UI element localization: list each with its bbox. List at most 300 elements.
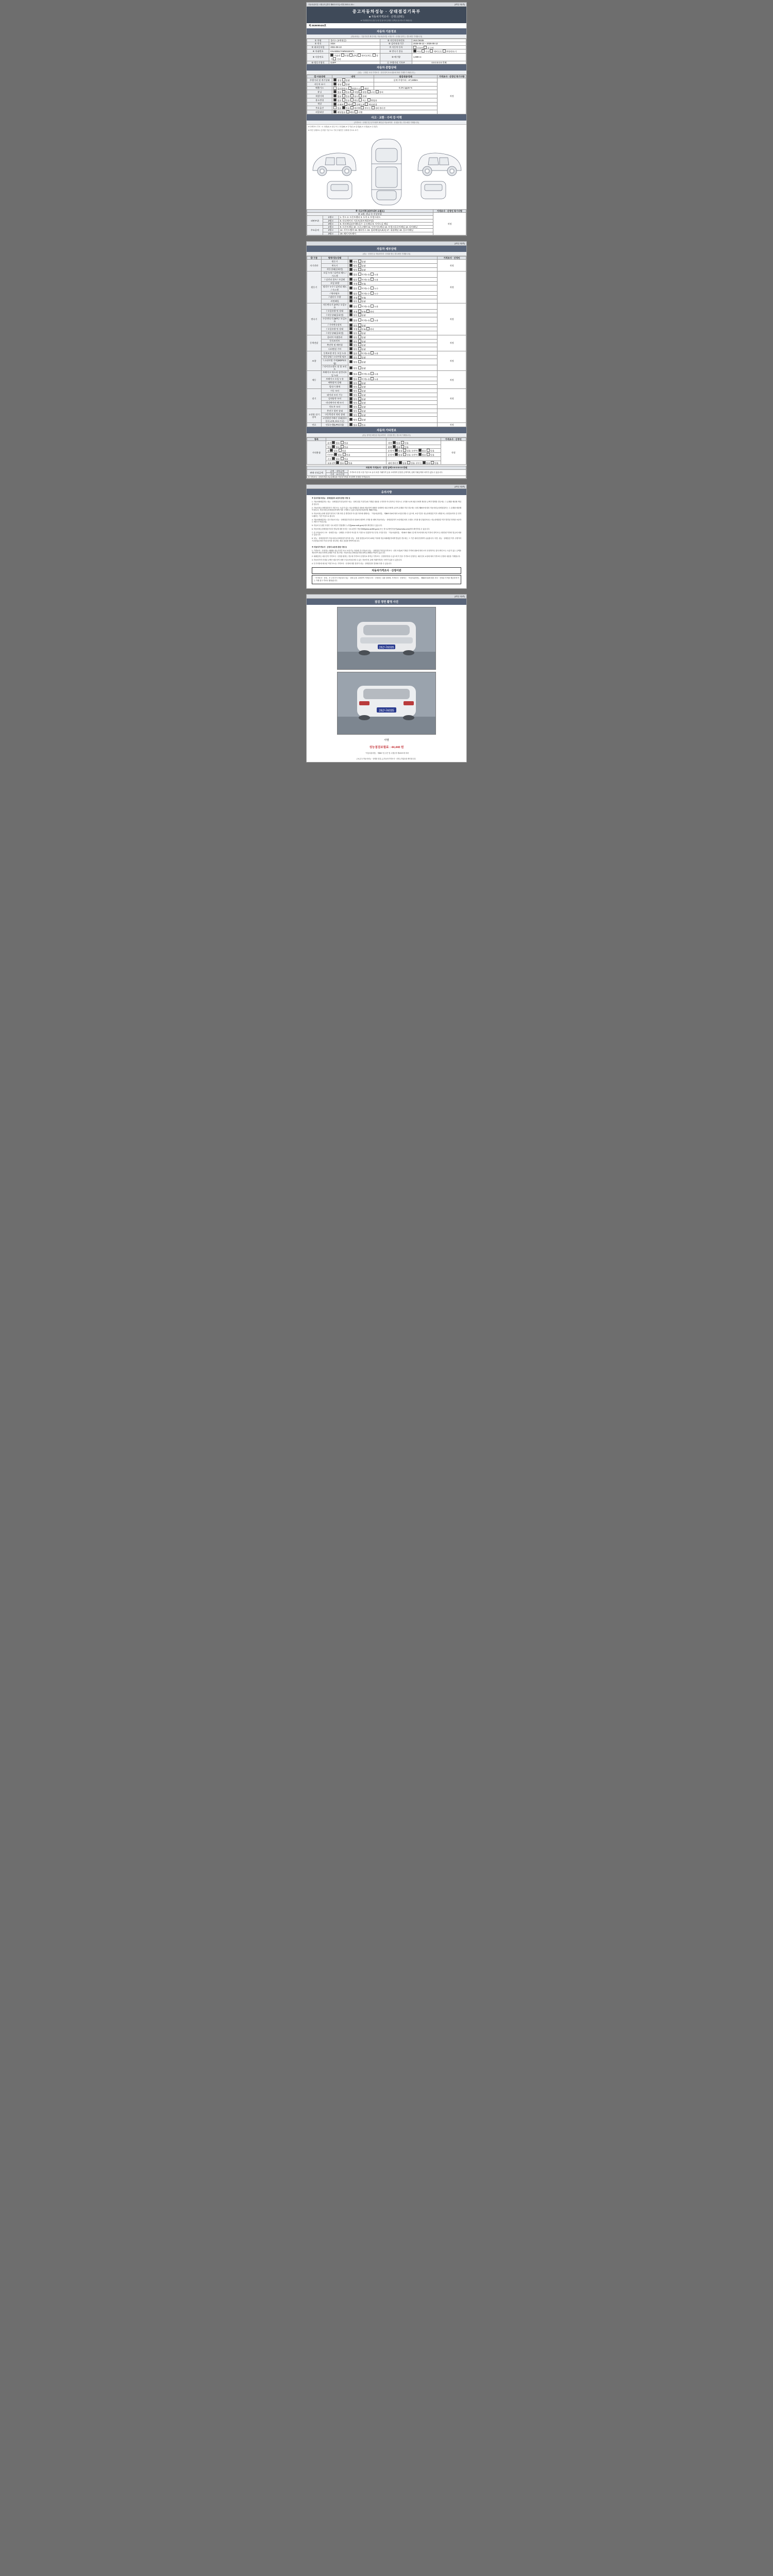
detail-item-label: / 워터펌프	[321, 291, 348, 295]
checkbox-usechange-biz[interactable]	[367, 98, 371, 101]
table-row	[307, 335, 466, 339]
checkbox-color-changed[interactable]	[365, 103, 368, 106]
checkbox-불량[interactable]	[358, 413, 361, 416]
detail-item-label: / 실린더 블록 / 오일팬	[321, 277, 348, 281]
checkbox-fuel-lpg[interactable]	[349, 54, 352, 57]
notice-item: 3. 자동차가격 산정된 금액은 매수인이 차량 구입시에 참고할 수 있는 자료이며, 실제 거래가격과는 차이가 있을 수 있습니다.	[312, 558, 402, 561]
accident-note-1: ※ 상태표시 부호 : ① 교환(X) ② 판금 또는 용접(W) ③ 부식(C) ④ 흠집(A) ⑤ 요철(U) ⑥ 손상(T)	[308, 125, 378, 128]
checkbox-양호[interactable]	[349, 393, 352, 396]
accident-frame-rank1-label: 1랭크	[323, 226, 339, 229]
checkbox-불량[interactable]	[358, 409, 361, 412]
checkbox-적정[interactable]	[349, 310, 352, 313]
checkbox-usechange-yes[interactable]	[342, 98, 345, 101]
other-cell-a: 타이어 없음 있음	[326, 453, 386, 457]
detail-item-label: 브레이크 마스터 실린더오일 누유	[321, 371, 348, 377]
checkbox-불량[interactable]	[358, 268, 361, 271]
basic-value-engine: G4FP	[329, 61, 380, 64]
checkbox-없음[interactable]	[395, 453, 398, 456]
other-col-3: 가격조사 · 산정인	[441, 437, 466, 440]
checkbox-양호[interactable]	[349, 385, 352, 388]
basic-value-year: 2024	[329, 42, 380, 45]
overall-row-check-7: 없음 있음 에어백 썬루프 내비게이션	[332, 106, 438, 110]
sheet3-page-indicator: (3쪽중 제3쪽)	[454, 486, 465, 488]
other-cell-a: 보유내역 없음 있음	[326, 461, 386, 465]
checkbox-있음[interactable]	[403, 453, 406, 456]
checkbox-없음[interactable]	[349, 372, 352, 375]
detail-item-label: 클러치 어셈블리	[321, 335, 348, 339]
checkbox-fuel-etc[interactable]	[333, 57, 336, 60]
detail-group-remark: 적정	[438, 303, 466, 335]
checkbox-color-full[interactable]	[352, 103, 356, 106]
detail-item-options: 적정 부족	[348, 281, 438, 285]
section-sub-accident: (가격조사 · 산정인 및 특기사항이 확인된 자동차이력 · 산정을 받는 경우에만 기재합니다)	[307, 121, 466, 125]
detail-item-label: / 기어변속장치	[321, 323, 348, 327]
checkbox-없음[interactable]	[418, 453, 422, 456]
checkbox-있음[interactable]	[431, 461, 434, 464]
basic-value-displacement: 1,598 cc	[412, 54, 466, 61]
checkbox-있음[interactable]	[341, 457, 344, 460]
overall-col-0: ⑫ 사용상태	[307, 75, 332, 78]
detail-col-0: ⑬ 구분	[307, 256, 322, 259]
checkbox-불량[interactable]	[358, 324, 361, 327]
checkbox-reg-new[interactable]	[413, 46, 416, 49]
basic-label-vin: ④ 차대번호	[307, 49, 329, 54]
detail-item-options: 양호 불량	[348, 385, 438, 389]
checkbox-양호[interactable]	[349, 401, 352, 404]
checkbox-불량[interactable]	[358, 313, 361, 316]
detail-item-options: 양호 불량	[348, 347, 438, 351]
checkbox-불량[interactable]	[358, 385, 361, 388]
accident-legend-title: ※ 사고이력 (외부/내부 요철도)	[307, 209, 433, 212]
detail-item-options: 양호 불량	[348, 409, 438, 413]
checkbox-trans-semi[interactable]	[430, 49, 433, 53]
checkbox-tuning-none[interactable]	[333, 90, 337, 93]
detail-item-label: 고전원전기배선 상태(접속단자,피복,보호기구)	[321, 417, 348, 423]
checkbox-미세누유[interactable]	[358, 377, 361, 380]
checkbox-양호[interactable]	[349, 299, 352, 302]
detail-item-options: 양호 불량	[348, 405, 438, 409]
checkbox-fuel-ev[interactable]	[373, 54, 376, 57]
checkbox-양호[interactable]	[349, 324, 352, 327]
checkbox-불량[interactable]	[358, 355, 361, 359]
basic-value-inspection: 2025-06-13 ~ 2026-06-12	[412, 42, 466, 45]
checkbox-special-none[interactable]	[333, 94, 337, 97]
checkbox-있음[interactable]	[401, 441, 404, 444]
checkbox-option-yes[interactable]	[342, 106, 345, 109]
checkbox-있음[interactable]	[339, 449, 342, 452]
checkbox-있음[interactable]	[358, 423, 361, 426]
basic-label-plate: ⑤ 자동차등록번호	[380, 39, 412, 42]
detail-item-label: / 작동상태(공회전)	[321, 331, 348, 335]
checkbox-양호[interactable]	[349, 389, 352, 392]
price-note: ※ 가격조사 · 산정자격을 보유업체일을 자동차가격을 조사하여 산정한 가격입니다.	[307, 476, 466, 479]
accident-frame-rank2: 14. 사이드멤버 15. 휠하우스 16. 필러패널(A,B,C) 17. 대쉬패널 18. 플로어패널	[339, 229, 433, 232]
detail-item-options: 양호 불량	[348, 393, 438, 397]
checkbox-recall-yes[interactable]	[346, 110, 349, 113]
notice-item: 4. 자동차매매업자는 중고자동차 성능 · 상태점검기록부의 내용에 대하여 고객을 볼 때에 자동차성능 · 상태점검자가 보증범위 외의 고장을 고지를 합니다(단서로는 성능상태점검 이후 발견된 하자를 보증하는 제도가 아닙니다).	[312, 518, 461, 523]
overall-row-label-4: 특별이력	[307, 94, 332, 98]
checkbox-fuel-hybrid[interactable]	[358, 54, 361, 57]
detail-item-label: 브레이크 오일 누유	[321, 377, 348, 381]
checkbox-누유[interactable]	[371, 273, 374, 276]
price-title-text: 자동차 가격조사 · 산정 금액	[365, 466, 392, 469]
basic-label-transmission: ⑧ 변속기 종류	[380, 49, 412, 54]
checkbox-tuning-legal[interactable]	[350, 90, 354, 93]
detail-item-label: 연료누출(LPG포함)	[321, 422, 348, 427]
checkbox-usechange-lease[interactable]	[359, 98, 362, 101]
overall-row-label-2: 배출가스	[307, 86, 332, 90]
checkbox-option-none[interactable]	[333, 106, 337, 109]
detail-item-label: 커먼레일	[321, 299, 348, 303]
detail-item-options: 없음 미세누수 누수	[348, 291, 438, 295]
checkbox-미세누수[interactable]	[358, 292, 361, 295]
checkbox-recall-na[interactable]	[333, 110, 337, 113]
checkbox-불량[interactable]	[358, 389, 361, 392]
detail-item-options: 적정 부족 과다	[348, 327, 438, 331]
checkbox-불량[interactable]	[358, 299, 361, 302]
checkbox-불량[interactable]	[358, 260, 361, 263]
document-title-block	[307, 7, 466, 23]
checkbox-vin-bad[interactable]	[342, 82, 345, 86]
checkbox-불량[interactable]	[358, 418, 361, 421]
checkbox-불량[interactable]	[358, 360, 361, 363]
checkbox-usechange-none[interactable]	[333, 98, 337, 101]
checkbox-누수[interactable]	[371, 286, 374, 290]
detail-group-1: 원동기	[307, 272, 322, 303]
overall-row-label-0: 주행거리 및 계기상태	[307, 78, 332, 82]
checkbox-trans-auto[interactable]	[413, 49, 416, 53]
other-remark: 적정	[441, 440, 466, 465]
checkbox-양호[interactable]	[349, 397, 352, 400]
checkbox-누유[interactable]	[371, 278, 374, 281]
checkbox-누수[interactable]	[371, 292, 374, 295]
detail-item-options: 없음 미세누유 누유	[348, 277, 438, 281]
checkbox-과다[interactable]	[366, 310, 369, 313]
other-group-label: 사내용품	[307, 440, 326, 465]
checkbox-불량[interactable]	[358, 347, 361, 350]
notice-item: 1. 자동차매매업자는 성능 · 상태점검기록부(이하 '성능 · 상태 점검 기록부')에 기재된 내용을 고지하지 아니하거나 거짓으로 고지할으로써 매수인에게 재산상 금액가 발생한 경우에는 그 손해를 배상할 책임을 집니다.	[312, 501, 461, 505]
checkbox-없음[interactable]	[393, 445, 396, 448]
detail-item-options: 양호 불량	[348, 397, 438, 401]
checkbox-없음[interactable]	[332, 441, 335, 444]
detail-item-label: 디퍼렌셜 기어	[321, 347, 348, 351]
overall-row-label-1: 자동차 표시	[307, 82, 332, 86]
checkbox-fuel-gasoline[interactable]	[330, 54, 333, 57]
checkbox-special-fire[interactable]	[359, 94, 362, 97]
other-table-body	[307, 440, 466, 465]
section-title-basic: 자동차 기본정보	[307, 28, 466, 35]
accident-frame-rank3: 19. 패키지트레이	[339, 232, 433, 235]
checkbox-있음[interactable]	[345, 461, 348, 464]
checkbox-없음[interactable]	[349, 304, 352, 308]
checkbox-불량[interactable]	[358, 366, 361, 369]
accident-frame-label: 주요골격	[307, 226, 323, 235]
checkbox-trans-manual[interactable]	[422, 49, 425, 53]
checkbox-미세누유[interactable]	[358, 318, 361, 321]
checkbox-미세누유[interactable]	[358, 273, 361, 276]
detail-col-1: 항목/성능상태	[321, 256, 348, 259]
checkbox-있음[interactable]	[401, 445, 404, 448]
checkbox-없음[interactable]	[332, 457, 335, 460]
checkbox-있음[interactable]	[403, 449, 406, 452]
checkbox-없음[interactable]	[399, 461, 402, 464]
detail-item-options: 양호 불량	[348, 331, 438, 335]
checkbox-없음[interactable]	[423, 461, 426, 464]
detail-item-options: 양호 불량	[348, 343, 438, 347]
price-row-label-1: 판매·산정금액	[307, 469, 326, 476]
checkbox-recall-done[interactable]	[355, 110, 358, 113]
checkbox-누유[interactable]	[371, 351, 374, 354]
checkbox-누유[interactable]	[371, 372, 374, 375]
checkbox-있음[interactable]	[341, 445, 344, 448]
checkbox-special-yes[interactable]	[342, 94, 345, 97]
checkbox-양호[interactable]	[349, 260, 352, 263]
checkbox-없음[interactable]	[349, 292, 352, 295]
accident-frame-rank2-label: 2랭크	[323, 229, 339, 232]
checkbox-양호[interactable]	[349, 268, 352, 271]
detail-group-6: 전기	[307, 389, 322, 409]
detail-group-remark: 적정	[438, 272, 466, 303]
detail-item-label: 냉각수 누수 / 실린더 헤드 / 가스켓	[321, 285, 348, 292]
detail-item-label: 와이퍼 모터 기능	[321, 393, 348, 397]
overall-row-label-8: 리콜대상	[307, 110, 332, 114]
fee-row	[307, 743, 466, 751]
checkbox-불량[interactable]	[358, 393, 361, 396]
checkbox-적정[interactable]	[349, 296, 352, 299]
notice-item: 1. 가격조사 · 산정자는 매매용 성능기록부 표시 보증기능 아내에 중고자동차 성능 · 상태점검기록부(가격조사 · 산정 포함)에 기재된 가격에 내용에 따라 조사 산정하거나 검사 확인 또는 오류가 있는 금액을 제시하여 매수인에게 손해를 끼친 경우에는 자동차성능상태점검자와 함께 손해배상 책임이 있습니다.	[312, 549, 461, 554]
checkbox-option-airbag[interactable]	[350, 106, 354, 109]
checkbox-없음[interactable]	[336, 461, 339, 464]
notice-heading-1: ※ 중고자동차성능 · 상태점검의 보증에 관한 사항 등	[312, 497, 350, 500]
detail-group-4: 조향	[307, 351, 322, 371]
checkbox-mileage-abnormal[interactable]	[342, 78, 345, 81]
checkbox-color-original[interactable]	[333, 103, 337, 106]
basic-label-displacement: ⑩ 배기량	[380, 54, 412, 61]
checkbox-양호[interactable]	[349, 264, 352, 267]
basic-value-transmission: 자동 수동 세미오토 무단변속기	[412, 49, 466, 54]
table-row	[307, 371, 466, 377]
detail-group-remark	[438, 409, 466, 422]
other-cell-a: 열선 없음 있음	[326, 445, 386, 449]
detail-item-options: 양호 불량	[348, 359, 438, 365]
checkbox-미세누유[interactable]	[358, 372, 361, 375]
form-code: 자동차관리법 시행규칙 [별지 제82호서식] <개정 2021.1.15.>	[308, 4, 355, 6]
checkbox-option-nav[interactable]	[372, 106, 375, 109]
checkbox-누유[interactable]	[371, 318, 374, 321]
checkbox-trans-cvt[interactable]	[443, 49, 446, 53]
checkbox-emission-co[interactable]	[333, 87, 337, 90]
checkbox-fuel-diesel[interactable]	[341, 54, 344, 57]
detail-item-label: 오일 유량	[321, 281, 348, 285]
checkbox-양호[interactable]	[349, 381, 352, 384]
basic-label-mileage-book: ⑪ 주행거리 기록부	[380, 61, 412, 64]
checkbox-없음[interactable]	[349, 377, 352, 380]
checkbox-적정[interactable]	[349, 327, 352, 330]
checkbox-불량[interactable]	[358, 335, 361, 338]
checkbox-양호[interactable]	[349, 405, 352, 408]
detail-item-label: 변속기	[321, 263, 348, 267]
overall-row-value-0: 실제 주행거리 : 47,183km	[374, 78, 438, 82]
detail-item-label: / 타이로드엔드 및 볼 조인트	[321, 365, 348, 371]
document-page	[0, 2, 773, 762]
footer-line-2: [ ¥ ] 중고자동차성능 · 상태를 점검, [ ] 자동차가격조사 · 산정 ) 하였음을 확인합니다.	[357, 757, 416, 760]
checkbox-양호[interactable]	[349, 335, 352, 338]
checkbox-color-painted[interactable]	[344, 103, 347, 106]
checkbox-mileage-normal[interactable]	[333, 78, 337, 81]
checkbox-불량[interactable]	[358, 397, 361, 400]
checkbox-부족[interactable]	[358, 296, 361, 299]
checkbox-불량[interactable]	[358, 343, 361, 346]
checkbox-양호[interactable]	[349, 366, 352, 369]
basic-label-name: ① 차명	[307, 39, 329, 42]
checkbox-부족[interactable]	[358, 282, 361, 285]
accident-frame-rank1: 9. 프론트패널 10. 크로스멤버 11. 인사이드패널 12. 트렁크플로어패널 13. 리어패널	[339, 226, 433, 229]
checkbox-없음[interactable]	[349, 278, 352, 281]
checkbox-양호[interactable]	[349, 418, 352, 421]
overall-remark: 적정	[438, 78, 466, 114]
checkbox-tuning-device[interactable]	[376, 90, 379, 93]
checkbox-tuning-illegal[interactable]	[359, 90, 362, 93]
checkbox-미세누유[interactable]	[358, 278, 361, 281]
table-row	[307, 303, 466, 310]
detail-item-options: 양호 불량	[348, 335, 438, 339]
notice-item: 7. 중고자동차의 구조 · 장치별 성능 · 상태를 고지하지 아니한 자 거짓으로 점검하거나 부정 고지한 경우 「자동차관리법」 제 80조 제6호 및 제 7호에 따라 2년 이하의 징역 또는 2천만원 이하의 벌금에 처할 수 있습니다.	[312, 531, 461, 536]
checkbox-적정[interactable]	[349, 282, 352, 285]
section-title-overall: 자동차 종합상태	[307, 64, 466, 71]
table-row	[307, 389, 466, 393]
checkbox-양호[interactable]	[349, 331, 352, 334]
checkbox-없음[interactable]	[349, 273, 352, 276]
table-row	[307, 409, 466, 413]
checkbox-양호[interactable]	[349, 340, 352, 343]
basic-value-name: 쏠라스 (4세대급)	[329, 39, 380, 42]
checkbox-없음[interactable]	[330, 449, 333, 452]
page-indicator: (3쪽중 제1쪽)	[454, 4, 465, 6]
other-cell-b: 내장 없음 있음	[386, 440, 441, 445]
detail-item-label: 배력장치 상태	[321, 381, 348, 385]
detail-item-label: 작동상태 / 스티어링 펌프	[321, 355, 348, 359]
sheet-2	[306, 241, 467, 480]
checkbox-없음[interactable]	[349, 423, 352, 426]
signature-label: 서명	[384, 738, 389, 742]
accident-body-rank1: 1. 후드 2. 프론트휀더 3. 도어 4. 트렁크리드	[339, 216, 433, 219]
checkbox-없음[interactable]	[334, 453, 337, 456]
checkbox-미세누수[interactable]	[358, 286, 361, 290]
checkbox-있음[interactable]	[427, 449, 430, 452]
detail-item-options: 적정 부족 과다	[348, 309, 438, 313]
checkbox-tuning-yes[interactable]	[342, 90, 345, 93]
detail-state-table	[307, 256, 466, 427]
detail-item-label: / 작동상태(공회전)	[321, 313, 348, 317]
table-row	[307, 272, 466, 278]
detail-group-0: 자기진단	[307, 260, 322, 272]
checkbox-불량[interactable]	[358, 340, 361, 343]
notice-item: 8. 성능 · 상태점검자가 자동차성능상태점검기록부를 성능 · 상태 점검일로부터 120일 이내에 자동차매매업자에게 발급한 경우에는 그 기간 내에 한정하여 유효합니다. 다만, 성능 · 상태점검 이후 주행거리가 2천킬로미터 이상 증가한 경우에는 새로 점검을 받아야 합니다.	[312, 537, 461, 542]
detail-group-remark: 적정	[438, 351, 466, 371]
checkbox-양호[interactable]	[349, 413, 352, 416]
detail-item-options: 양호 불량	[348, 260, 438, 264]
section-title-photos: 점검 정면 촬영 사진	[307, 599, 466, 605]
checkbox-vin-normal[interactable]	[333, 82, 337, 86]
detail-item-options: 양호 불량	[348, 339, 438, 343]
checkbox-미세누유[interactable]	[358, 351, 361, 354]
checkbox-누유[interactable]	[371, 304, 374, 308]
overall-row-check-5: 없음 있음 렌트 리스 영업용	[332, 98, 438, 102]
checkbox-없음[interactable]	[332, 445, 335, 448]
notice-list-2	[307, 549, 466, 566]
checkbox-없음[interactable]	[349, 351, 352, 354]
accident-body-rank3: 6. 쿼터패널(리어휀더) 7. 루프패널 8. 사이드실 패널	[339, 222, 433, 225]
checkbox-미세누유[interactable]	[358, 304, 361, 308]
basic-value-fuel: 가솔린 디젤 LPG 하이브리드 전기 기타	[329, 54, 380, 61]
table-row	[307, 422, 466, 427]
checkbox-양호[interactable]	[349, 355, 352, 359]
detail-item-label: 실내송풍 모터	[321, 397, 348, 401]
checkbox-있음[interactable]	[341, 441, 344, 444]
car-diagram-svg	[307, 132, 466, 209]
detail-item-label: 라디에이터 팬 모터	[321, 401, 348, 405]
checkbox-emission-hc[interactable]	[348, 87, 351, 90]
sheet-1	[306, 2, 467, 236]
checkbox-불량[interactable]	[358, 264, 361, 267]
detail-item-options: 적정 부족	[348, 295, 438, 299]
overall-row-check-1: 정상 불량	[332, 82, 374, 86]
document-number-label: 제	[309, 24, 311, 27]
detail-item-label: 오일 누유 / 실린더 헤드 / 가스켓	[321, 272, 348, 278]
car-damage-diagram	[307, 132, 466, 209]
checkbox-부족[interactable]	[358, 327, 361, 330]
checkbox-tuning-structure[interactable]	[367, 90, 371, 93]
checkbox-없음[interactable]	[418, 449, 422, 452]
checkbox-없음[interactable]	[393, 441, 396, 444]
detail-item-label: 발전기 출력	[321, 385, 348, 389]
checkbox-reg-used[interactable]	[424, 46, 427, 49]
checkbox-있음[interactable]	[343, 453, 346, 456]
checkbox-불량[interactable]	[358, 381, 361, 384]
section-title-detail: 자동차 세부상태	[307, 246, 466, 252]
checkbox-양호[interactable]	[349, 313, 352, 316]
detail-item-options: 없음 있음	[348, 422, 438, 427]
checkbox-양호[interactable]	[349, 409, 352, 412]
checkbox-양호[interactable]	[349, 347, 352, 350]
checkbox-누유[interactable]	[371, 377, 374, 380]
checkbox-부족[interactable]	[358, 310, 361, 313]
sheet-3	[306, 484, 467, 589]
price-table	[307, 466, 466, 479]
checkbox-과다[interactable]	[366, 327, 369, 330]
basic-value-plate: 262냐6035	[412, 39, 466, 42]
checkbox-양호[interactable]	[349, 360, 352, 363]
notice-item: 2. 매매업자는 매수인이 가격조사 · 산정을 원하는 경우에 가격조사 산정자로 하여금 가격조사 · 산정하게 할 수 있으며 이 경우 가격조사 산정자는 매수인의 요청에 따라 가격조사 산정의 내용을 기재합니다.	[312, 555, 461, 558]
checkbox-special-flood[interactable]	[350, 94, 354, 97]
checkbox-option-sunroof[interactable]	[361, 106, 364, 109]
other-cell-b: 네비게이션 없음 있음 선루프 없음 있음	[386, 461, 441, 465]
definition-box-title: 자동차가격조사 · 산정이란	[312, 567, 461, 574]
overall-row-check-2: 일산화탄소 탄화수소 매연	[332, 86, 374, 90]
checkbox-있음[interactable]	[427, 453, 430, 456]
checkbox-있음[interactable]	[407, 461, 410, 464]
checkbox-불량[interactable]	[358, 401, 361, 404]
checkbox-emission-smoke[interactable]	[361, 87, 364, 90]
checkbox-usechange-rent[interactable]	[350, 98, 354, 101]
checkbox-불량[interactable]	[358, 405, 361, 408]
checkbox-양호[interactable]	[349, 343, 352, 346]
checkbox-없음[interactable]	[349, 318, 352, 321]
other-cell-a: 룸 없음 있음	[326, 449, 386, 453]
checkbox-없음[interactable]	[349, 286, 352, 290]
checkbox-없음[interactable]	[395, 449, 398, 452]
checkbox-불량[interactable]	[358, 331, 361, 334]
